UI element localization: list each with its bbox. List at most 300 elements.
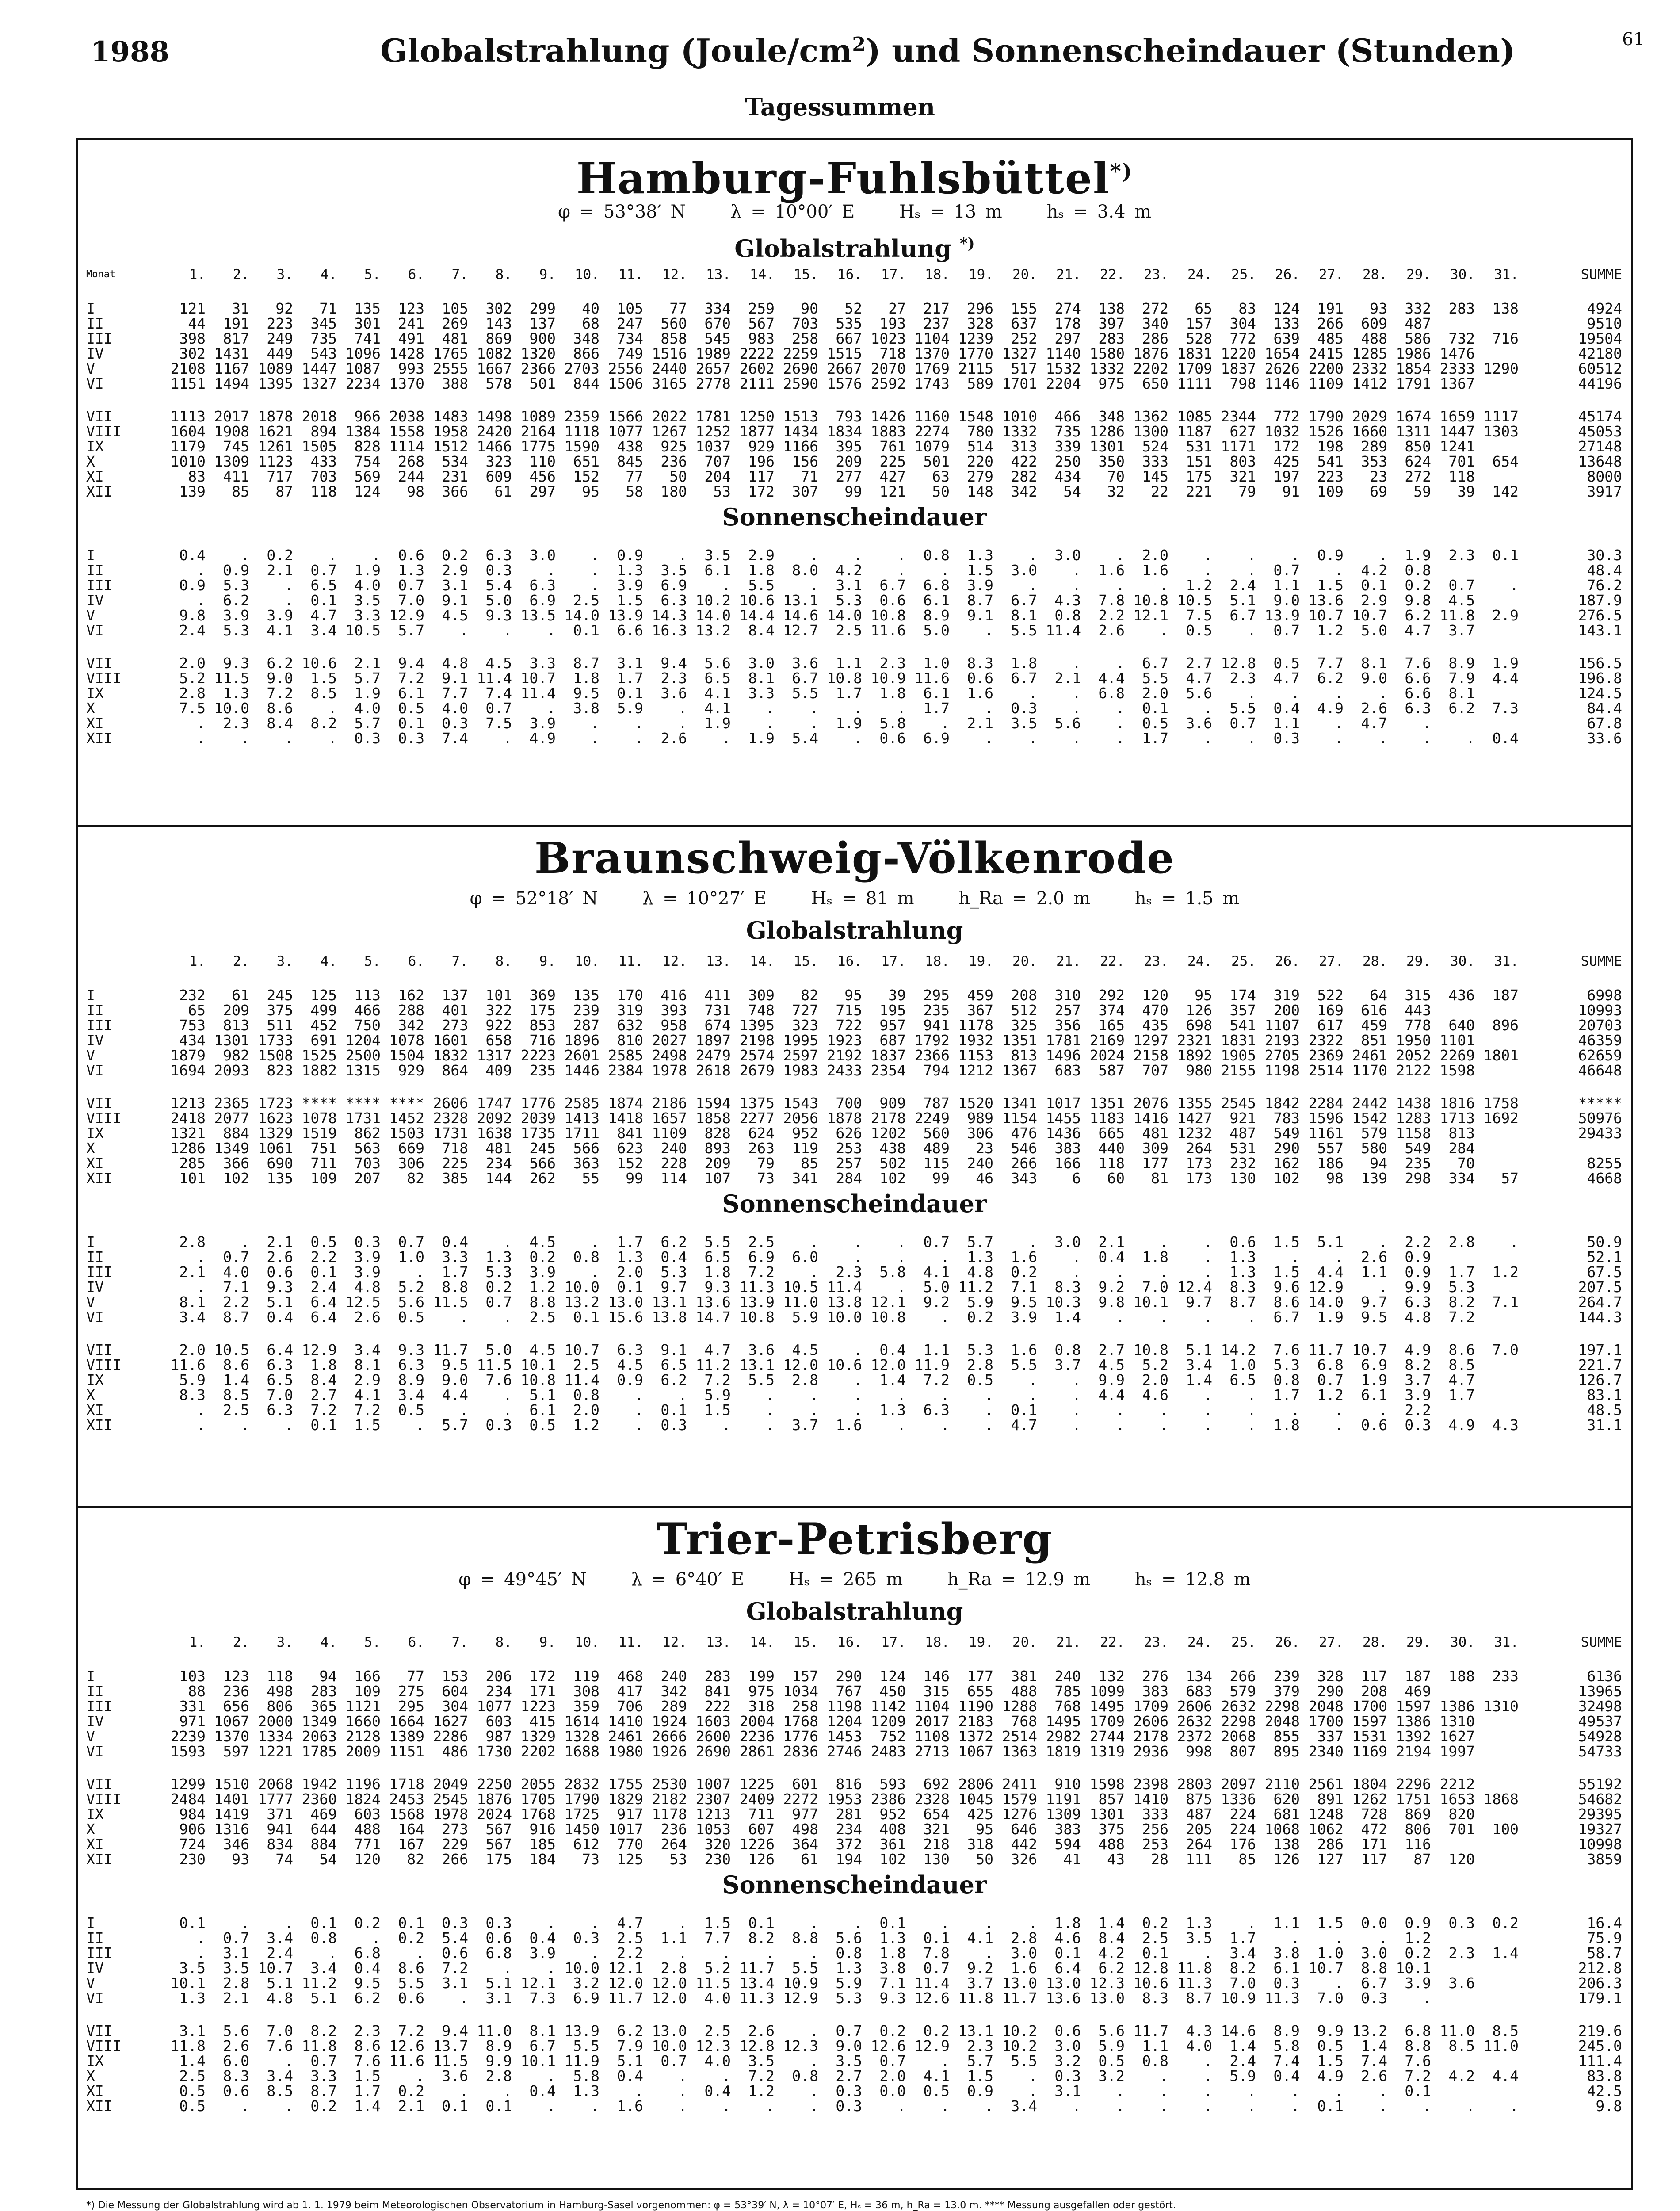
day-value: 1349: [302, 1714, 337, 1729]
day-value: 2068: [1221, 1729, 1256, 1744]
day-value: 105: [617, 301, 643, 316]
day-value: 273: [442, 1018, 468, 1033]
day-value: 1.5: [354, 2069, 381, 2084]
day-value: 3.1: [1054, 2084, 1081, 2099]
day-value: 6.0: [223, 2054, 249, 2069]
month-sum: 264.7: [1578, 1295, 1622, 1310]
day-value: 302: [179, 346, 206, 361]
day-value: 1290: [1483, 361, 1519, 376]
day-value: 5.5: [1011, 623, 1037, 638]
day-value: 11.2: [302, 1976, 337, 1991]
day-value: 4.7: [1405, 623, 1431, 638]
day-header: 26.: [1275, 267, 1300, 283]
day-value: 341: [792, 1171, 818, 1186]
station-coordinates: [78, 884, 1631, 913]
day-value: 850: [1405, 439, 1431, 454]
day-value: ****: [389, 1096, 424, 1111]
day-value: 2666: [652, 1729, 687, 1744]
day-value: 717: [267, 469, 293, 484]
month-label: I: [86, 548, 95, 563]
day-value: 383: [1054, 1822, 1081, 1837]
day-value: 284: [1448, 1141, 1475, 1156]
day-value: .: [1203, 1946, 1212, 1961]
table-row: [84, 301, 1622, 316]
day-value: 4.2: [1098, 1946, 1125, 1961]
day-value: 11.0: [1439, 2024, 1475, 2039]
day-value: 2274: [914, 424, 950, 439]
day-value: 297: [1054, 331, 1081, 346]
day-value: 1111: [1177, 376, 1212, 391]
day-value: 7.2: [442, 1961, 468, 1976]
day-value: 1.3: [1229, 1250, 1256, 1265]
day-value: 8.7: [1229, 1295, 1256, 1310]
day-value: 308: [573, 1684, 599, 1699]
day-value: 891: [1317, 1792, 1344, 1807]
day-value: .: [1510, 578, 1519, 593]
day-value: 171: [1361, 1837, 1387, 1852]
day-value: 3.9: [223, 608, 249, 623]
month-label: V: [86, 1976, 95, 1991]
day-value: 916: [529, 1822, 556, 1837]
day-value: 2092: [477, 1111, 512, 1126]
day-value: 118: [310, 484, 337, 499]
day-value: 1.4: [1186, 1373, 1212, 1388]
day-value: 120: [354, 1852, 381, 1867]
day-value: 13.6: [1046, 1991, 1081, 2006]
day-value: .: [241, 731, 249, 746]
day-value: 3.0: [1054, 2039, 1081, 2054]
day-value: 9.2: [923, 1295, 950, 1310]
day-value: 5.9: [1229, 2069, 1256, 2084]
page-number: 61: [1622, 29, 1645, 50]
month-label: I: [86, 988, 95, 1003]
day-value: 0.3: [442, 716, 468, 731]
day-value: .: [809, 2084, 818, 2099]
day-value: 2744: [1089, 1729, 1125, 1744]
month-sum: 84.4: [1587, 701, 1622, 716]
day-value: [1475, 1714, 1519, 1729]
day-value: 5.1: [267, 1295, 293, 1310]
day-value: .: [547, 1916, 556, 1931]
day-value: 1212: [958, 1063, 993, 1078]
day-value: 2936: [1133, 1744, 1168, 1759]
day-value: 193: [879, 316, 906, 331]
day-value: .: [547, 1961, 556, 1976]
day-value: 1123: [258, 454, 293, 469]
day-value: 10.9: [871, 671, 906, 686]
day-value: 691: [310, 1033, 337, 1048]
day-value: 1286: [170, 1141, 206, 1156]
day-value: .: [284, 593, 293, 608]
day-value: .: [897, 1235, 906, 1250]
day-value: 2.5: [836, 623, 862, 638]
day-value: 1327: [1002, 346, 1037, 361]
day-value: 8.1: [529, 2024, 556, 2039]
day-value: 1311: [1396, 424, 1431, 439]
day-value: 9.4: [442, 2024, 468, 2039]
day-value: 340: [1142, 316, 1168, 331]
day-value: 5.0: [923, 623, 950, 638]
day-value: 1321: [170, 1126, 206, 1141]
station-name: [78, 145, 1631, 203]
day-value: 2.6: [1361, 701, 1387, 716]
day-value: .: [1116, 548, 1125, 563]
day-value: 85: [232, 484, 249, 499]
day-value: 1983: [783, 1063, 818, 1078]
month-sum: 48.4: [1587, 563, 1622, 578]
day-value: 0.8: [1142, 2054, 1168, 2069]
day-value: 1660: [1352, 424, 1387, 439]
day-value: 4.8: [967, 1265, 993, 1280]
day-value: 120: [1448, 1852, 1475, 1867]
month-sum: 4668: [1587, 1171, 1622, 1186]
day-value: 2632: [1221, 1699, 1256, 1714]
day-value: 1700: [1308, 1714, 1344, 1729]
day-value: 2024: [477, 1807, 512, 1822]
day-value: 1924: [652, 1714, 687, 1729]
day-value: 1.0: [1229, 1358, 1256, 1373]
day-value: .: [634, 2084, 643, 2099]
day-value: 1.7: [354, 2084, 381, 2099]
table-row: [84, 439, 1622, 454]
day-value: 1614: [564, 1714, 599, 1729]
day-value: 12.6: [871, 2039, 906, 2054]
day-value: 9.5: [442, 1358, 468, 1373]
day-value: [1475, 1403, 1519, 1418]
day-value: [1475, 1961, 1519, 1976]
day-value: [1475, 1991, 1519, 2006]
day-value: 541: [1229, 1018, 1256, 1033]
month-sum: 52.1: [1587, 1250, 1622, 1265]
day-value: 8.1: [1361, 656, 1387, 671]
day-value: 0.1: [1142, 1946, 1168, 1961]
day-value: 2713: [914, 1744, 950, 1759]
day-value: 807: [1229, 1744, 1256, 1759]
day-value: 929: [398, 1063, 424, 1078]
station-block: [78, 140, 1631, 825]
day-value: 1723: [258, 1096, 293, 1111]
day-value: [1475, 1729, 1519, 1744]
day-value: 285: [179, 1156, 206, 1171]
day-value: 1288: [1002, 1699, 1037, 1714]
day-value: 8.2: [310, 2024, 337, 2039]
day-value: 1.7: [1229, 1931, 1256, 1946]
day-value: 1747: [477, 1096, 512, 1111]
day-value: 754: [354, 454, 381, 469]
day-value: 3.1: [836, 578, 862, 593]
day-value: 1854: [1396, 361, 1431, 376]
day-value: 288: [398, 1003, 424, 1018]
day-value: 401: [442, 1003, 468, 1018]
day-header: 27.: [1319, 953, 1344, 969]
day-value: .: [634, 731, 643, 746]
day-value: .: [809, 548, 818, 563]
day-value: .: [459, 623, 468, 638]
day-value: 2296: [1396, 1777, 1431, 1792]
month-label: XI: [86, 716, 104, 731]
day-value: 468: [617, 1669, 643, 1684]
day-value: 2667: [827, 361, 862, 376]
day-value: 40: [582, 301, 599, 316]
day-value: 7.2: [748, 2069, 775, 2084]
station-elevation: Hₛ = 81 m: [811, 888, 914, 909]
day-value: 700: [836, 1096, 862, 1111]
day-value: 0.1: [485, 2099, 512, 2114]
day-value: 282: [1011, 469, 1037, 484]
day-value: 10.7: [1308, 1961, 1344, 1976]
day-value: 749: [617, 346, 643, 361]
day-value: 0.4: [529, 1931, 556, 1946]
day-value: 205: [1186, 1822, 1212, 1837]
day-value: 6.8: [923, 578, 950, 593]
day-value: 98: [1326, 1171, 1344, 1186]
day-value: 0.3: [836, 2099, 862, 2114]
day-value: 6.4: [310, 1295, 337, 1310]
day-value: 7.9: [617, 2039, 643, 2054]
day-value: 10.6: [1133, 1976, 1168, 1991]
day-value: 522: [1317, 988, 1344, 1003]
station-name: [78, 1513, 1631, 1565]
day-value: 5.3: [485, 1265, 512, 1280]
day-value: 2204: [1046, 376, 1081, 391]
day-value: 2453: [389, 1792, 424, 1807]
day-header: 22.: [1100, 1634, 1125, 1650]
day-value: 0.1: [1011, 1403, 1037, 1418]
day-value: 91: [1282, 484, 1300, 499]
day-value: 1362: [1133, 409, 1168, 424]
day-value: [1431, 1991, 1475, 2006]
day-value: 240: [967, 1156, 993, 1171]
month-label: IV: [86, 1714, 104, 1729]
day-header: 2.: [233, 267, 249, 283]
day-value: 670: [704, 316, 731, 331]
day-value: 10.8: [871, 1310, 906, 1325]
day-value: 13.7: [433, 2039, 468, 2054]
day-value: 11.6: [170, 1358, 206, 1373]
day-value: 0.5: [398, 1403, 424, 1418]
day-value: 5.5: [748, 1373, 775, 1388]
day-value: 0.5: [398, 701, 424, 716]
global-radiation-title: Globalstrahlung: [746, 916, 963, 945]
day-value: 8.8: [792, 1931, 818, 1946]
day-value: .: [1028, 731, 1037, 746]
day-value: .: [1335, 686, 1344, 701]
day-value: 266: [442, 1852, 468, 1867]
table-row: [84, 1033, 1622, 1048]
day-value: 10.0: [564, 1280, 599, 1295]
day-value: 2340: [1308, 1744, 1344, 1759]
day-value: 321: [1229, 469, 1256, 484]
global-radiation-title: Globalstrahlung: [746, 1597, 963, 1626]
day-value: [1475, 686, 1519, 701]
table-row: [84, 671, 1622, 686]
day-value: .: [766, 1418, 775, 1433]
day-value: 2369: [1308, 1048, 1344, 1063]
latitude: φ = 49°45′ N: [458, 1569, 587, 1590]
day-value: 274: [1054, 301, 1081, 316]
day-value: 8.7: [1186, 1991, 1212, 2006]
day-value: 1598: [1089, 1777, 1125, 1792]
day-value: 1.3: [223, 686, 249, 701]
day-value: .: [853, 1235, 862, 1250]
day-value: 2277: [739, 1111, 775, 1126]
month-sum: 4924: [1587, 301, 1622, 316]
day-value: 4.1: [923, 1265, 950, 1280]
day-value: .: [941, 2054, 950, 2069]
day-value: 1239: [958, 331, 993, 346]
day-value: 2.8: [1011, 1931, 1037, 1946]
day-value: 1997: [1439, 1744, 1475, 1759]
day-value: 157: [792, 1669, 818, 1684]
day-value: 13.1: [958, 2024, 993, 2039]
table-row: [84, 686, 1622, 701]
day-value: 1897: [695, 1033, 731, 1048]
day-value: 884: [223, 1126, 249, 1141]
day-value: 687: [879, 1033, 906, 1048]
day-value: 567: [748, 316, 775, 331]
day-header: 10.: [575, 1634, 599, 1650]
day-value: [1475, 1684, 1519, 1699]
day-value: 7.6: [267, 2039, 293, 2054]
day-value: 2360: [302, 1792, 337, 1807]
day-value: 501: [529, 376, 556, 391]
day-value: 624: [1405, 454, 1431, 469]
day-value: 0.2: [879, 2024, 906, 2039]
day-value: 2250: [477, 1777, 512, 1792]
day-value: 173: [1186, 1156, 1212, 1171]
day-value: 0.8: [573, 1250, 599, 1265]
day-value: 5.9: [792, 1310, 818, 1325]
day-value: 8.2: [748, 1931, 775, 1946]
day-value: 12.1: [520, 1976, 556, 1991]
day-value: .: [1116, 1403, 1125, 1418]
global-radiation-title-text: Globalstrahlung: [734, 234, 952, 263]
month-label: II: [86, 563, 104, 578]
day-value: 5.7: [442, 1418, 468, 1433]
day-value: 77: [407, 1669, 424, 1684]
day-value: 2.8: [179, 1235, 206, 1250]
day-value: 1709: [1133, 1699, 1168, 1714]
day-value: 3.7: [1054, 1358, 1081, 1373]
day-value: 1.9: [1492, 656, 1519, 671]
day-value: 0.4: [661, 1250, 687, 1265]
day-value: 6.4: [1054, 1961, 1081, 1976]
day-value: 0.5: [1142, 716, 1168, 731]
row-spacer: [84, 1902, 1622, 1916]
day-value: 318: [748, 1699, 775, 1714]
day-value: 2690: [783, 361, 818, 376]
day-value: 12.0: [783, 1358, 818, 1373]
day-value: 864: [442, 1063, 468, 1078]
day-value: .: [941, 1916, 950, 1931]
day-value: 187: [1492, 988, 1519, 1003]
day-header: 31.: [1494, 1634, 1519, 1650]
day-value: 50: [976, 1852, 993, 1867]
day-value: 5.3: [661, 1265, 687, 1280]
day-value: 2.2: [617, 1946, 643, 1961]
day-value: 309: [1142, 1141, 1168, 1156]
day-value: 53: [669, 1852, 687, 1867]
day-value: 866: [573, 346, 599, 361]
day-value: .: [809, 1265, 818, 1280]
day-value: .: [941, 1418, 950, 1433]
day-value: 0.8: [1054, 608, 1081, 623]
day-value: 1733: [258, 1033, 293, 1048]
day-value: 1299: [170, 1777, 206, 1792]
day-value: 1831: [1177, 346, 1212, 361]
day-header: 17.: [881, 267, 906, 283]
day-value: 1832: [433, 1048, 468, 1063]
day-value: 3.9: [967, 578, 993, 593]
day-value: 1735: [520, 1126, 556, 1141]
spacer-cell: [84, 1325, 1622, 1343]
day-value: 279: [967, 469, 993, 484]
day-value: 172: [1273, 439, 1300, 454]
day-value: 32: [1107, 484, 1125, 499]
day-value: 2384: [608, 1063, 643, 1078]
day-value: 1520: [958, 1096, 993, 1111]
day-value: 6.2: [1448, 701, 1475, 716]
day-value: 977: [792, 1807, 818, 1822]
day-value: 264: [661, 1837, 687, 1852]
day-value: 94: [1370, 1156, 1387, 1171]
day-value: 741: [354, 331, 381, 346]
month-sum: 45053: [1578, 424, 1622, 439]
day-value: 7.6: [1405, 2054, 1431, 2069]
day-value: 794: [923, 1063, 950, 1078]
month-sum: 10998: [1578, 1837, 1622, 1852]
day-value: 626: [836, 1126, 862, 1141]
day-value: 222: [704, 1699, 731, 1714]
day-value: 929: [748, 439, 775, 454]
day-value: 5.7: [967, 2054, 993, 2069]
table-row: [84, 1852, 1622, 1867]
day-value: 2.4: [1229, 2054, 1256, 2069]
day-value: 322: [485, 1003, 512, 1018]
day-value: 2048: [1264, 1714, 1300, 1729]
table-row: [84, 731, 1622, 746]
day-value: 1416: [1133, 1111, 1168, 1126]
day-value: 2194: [1396, 1744, 1431, 1759]
day-value: [1475, 1033, 1519, 1048]
day-value: 11.8: [1177, 1961, 1212, 1976]
day-value: 2.3: [223, 716, 249, 731]
day-value: .: [1028, 548, 1037, 563]
row-spacer: [84, 2006, 1622, 2024]
day-value: 1.5: [1317, 1916, 1344, 1931]
day-value: 546: [1011, 1141, 1037, 1156]
day-value: .: [941, 1310, 950, 1325]
day-value: 1213: [695, 1807, 731, 1822]
day-value: 5.5: [748, 578, 775, 593]
day-value: 557: [1317, 1141, 1344, 1156]
day-value: 5.0: [485, 593, 512, 608]
day-value: .: [1378, 1403, 1387, 1418]
day-value: 6.3: [617, 1343, 643, 1358]
day-value: .: [1028, 1916, 1037, 1931]
day-value: 2618: [695, 1063, 731, 1078]
longitude: λ = 10°00′ E: [730, 202, 855, 222]
day-value: 1801: [1483, 1048, 1519, 1063]
day-value: 1476: [1439, 346, 1475, 361]
day-value: 2048: [1308, 1699, 1344, 1714]
day-value: 2479: [695, 1048, 731, 1063]
day-value: .: [1203, 1265, 1212, 1280]
day-value: 1252: [695, 424, 731, 439]
month-header: [84, 1629, 162, 1656]
day-value: 117: [1361, 1852, 1387, 1867]
day-value: 6.9: [529, 593, 556, 608]
